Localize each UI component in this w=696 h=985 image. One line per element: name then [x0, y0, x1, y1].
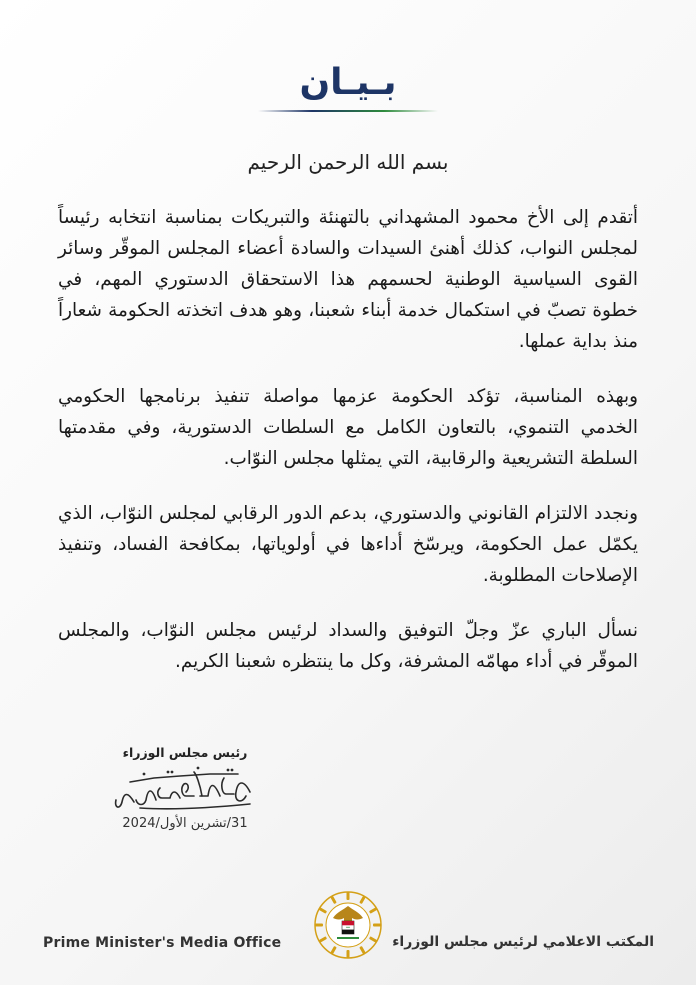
iraq-emblem-icon	[313, 890, 383, 960]
signature-date: 31/تشرين الأول/2024	[122, 816, 248, 831]
title-underline	[258, 110, 438, 112]
statement-body	[58, 202, 638, 701]
basmala: بسم الله الرحمن الرحيم	[247, 150, 449, 174]
page-title: بـيـان	[299, 62, 397, 103]
handwritten-signature	[110, 762, 260, 814]
paragraph-1: أتقدم إلى الأخ محمود المشهداني بالتهنئة والتبريكات بمناسبة انتخابه رئيساً لمجلس النواب، كذلك أهنئ السيدات والسادة أعضاء المجلس الموقّر وسائر القوى السياسية الوطنية لحسمهم هذا الاستحقاق الدستوري المهم، في خطوة تصبّ في استكمال خدمة أبناء شعبنا، وهو هدف اتخذته الحكومة شعاراً منذ بداية عملها.	[58, 207, 638, 352]
footer-office-arabic: المكتب الاعلامي لرئيس مجلس الوزراء	[392, 934, 654, 950]
paragraph-2: وبهذه المناسبة، تؤكد الحكومة عزمها مواصلة تنفيذ برنامجها الحكومي الخدمي التنموي، بالتعاون الكامل مع السلطات الدستورية، وفي مقدمتها السلطة التشريعية والرقابية، التي يمثلها مجلس النوّاب.	[58, 386, 638, 469]
signature-role: رئيس مجلس الوزراء	[122, 745, 248, 760]
footer-office-english: Prime Minister's Media Office	[43, 935, 282, 951]
signature-block	[100, 745, 270, 831]
paragraph-4: نسأل الباري عزّ وجلّ التوفيق والسداد لرئيس مجلس النوّاب، والمجلس الموقّر في أداء مهامّه المشرفة، وكل ما ينتظره شعبنا الكريم.	[58, 620, 638, 672]
paragraph-3: ونجدد الالتزام القانوني والدستوري، بدعم الدور الرقابي لمجلس النوّاب، الذي يكمّل عمل الحكومة، ويرسّخ أداءها في أولوياتها، بمكافحة الفساد، وتنفيذ الإصلاحات المطلوبة.	[58, 503, 638, 586]
